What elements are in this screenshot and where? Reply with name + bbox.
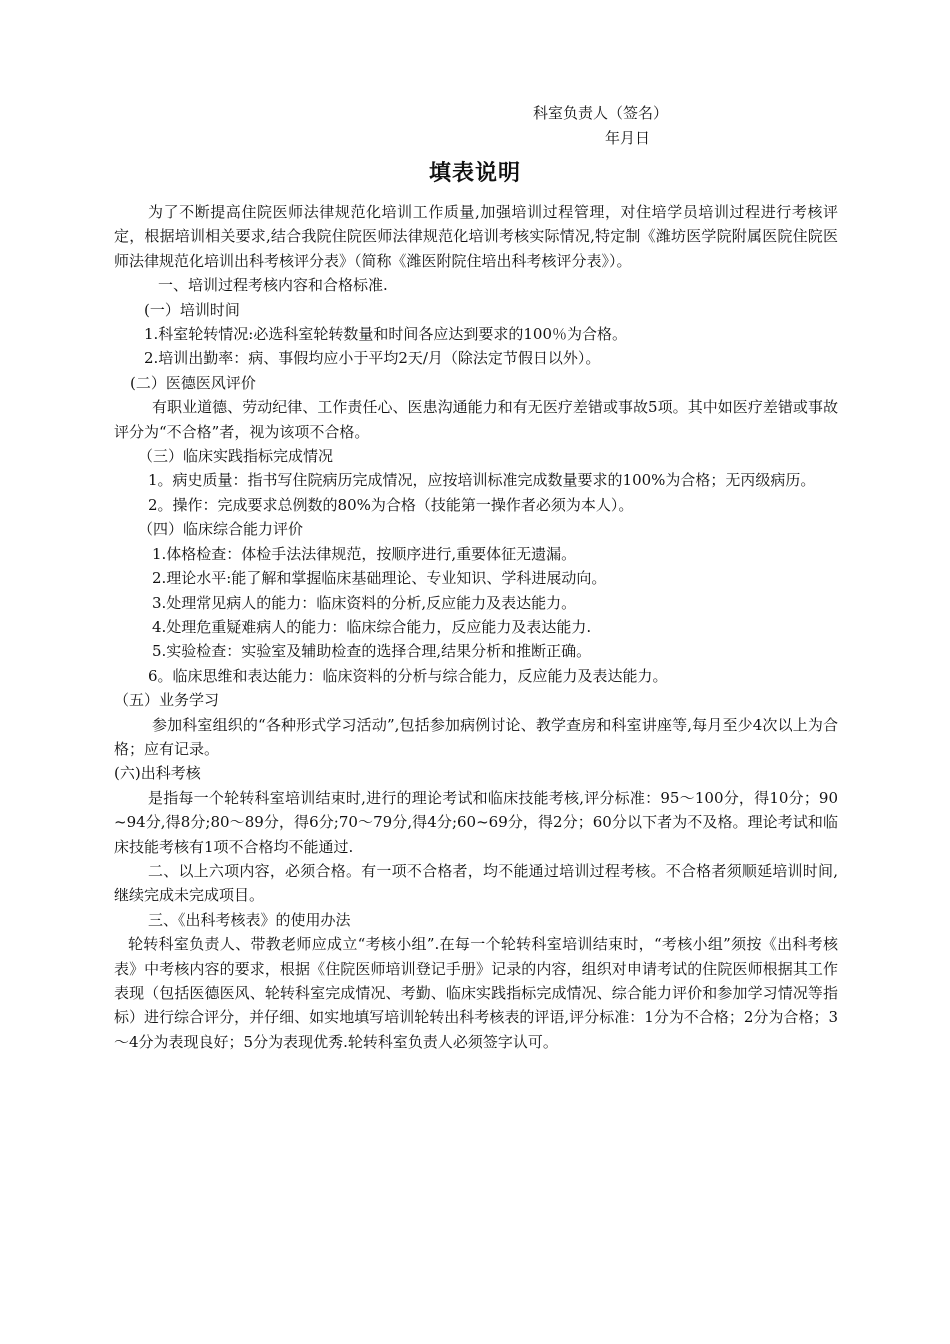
section1-heading: 一、培训过程考核内容和合格标准. xyxy=(158,276,388,295)
signature-date: 年月日 xyxy=(605,129,651,147)
section3-text: 轮转科室负责人、带教老师应成立“考核小组”.在每一个轮转科室培训结束时，“考核小组”须按《出科考核表》中考核内容的要求，根据《住院医师培训登记手册》记录的内容，组织对申请考试的住院医师根据其工作表现（包括医德医风、轮转科室完成情况、考勤、临床实践指标完成情况、综合能力评价和参加学习情况等指标）进行综合评分，并仔细、如实地填写培训轮转出科考核表的评语,评分标准：1分为不合格；2分为合格；3～4分为表现良好；5分为表现优秀.轮转科室负责人必须签字认可。 xyxy=(114,935,838,1051)
clinical-ability-item-3: 3.处理常见病人的能力：临床资料的分析,反应能力及表达能力。 xyxy=(152,593,577,612)
training-time-item-2: 2.培训出勤率：病、事假均应小于平均2天/月（除法定节假日以外）。 xyxy=(144,349,601,368)
clinical-practice-item-2: 2。操作：完成要求总例数的80%为合格（技能第一操作者必须为本人）。 xyxy=(148,495,634,514)
exit-exam-text: 是指每一个轮转科室培训结束时,进行的理论考试和临床技能考核,评分标准：95～100分，得10分；90~94分,得8分;80～89分，得6分;70～79分,得4分;60~69分，得2分；60分以下者为不及格。理论考试和临床技能考核有1项不合格均不能通过. xyxy=(114,788,838,856)
training-time-heading: (一）培训时间 xyxy=(144,300,240,319)
section3-heading: 三、《出科考核表》的使用办法 xyxy=(148,910,351,929)
training-time-item-1: 1.科室轮转情况:必选科室轮转数量和时间各应达到要求的100％为合格。 xyxy=(144,325,627,344)
clinical-ability-heading: （四）临床综合能力评价 xyxy=(138,520,304,539)
document-body xyxy=(114,200,838,1054)
exit-exam-heading: (六)出科考核 xyxy=(114,764,201,783)
study-text: 参加科室组织的“各种形式学习活动”,包括参加病例讨论、教学查房和科室讲座等,每月至少4次以上为合格；应有记录。 xyxy=(114,715,838,758)
clinical-ability-item-6: 6。临床思维和表达能力：临床资料的分析与综合能力，反应能力及表达能力。 xyxy=(148,666,668,685)
section2-paragraph: 二、以上六项内容，必须合格。有一项不合格者，均不能通过培训过程考核。不合格者须顺延培训时间,继续完成未完成项目。 xyxy=(114,861,838,905)
clinical-practice-item-1: 1。病史质量：指书写住院病历完成情况，应按培训标准完成数量要求的100%为合格；无丙级病历。 xyxy=(148,471,816,490)
ethics-text: 有职业道德、劳动纪律、工作责任心、医患沟通能力和有无医疗差错或事故5项。其中如医疗差错或事故评分为“不合格”者，视为该项不合格。 xyxy=(114,398,838,441)
ethics-heading: (二）医德医风评价 xyxy=(130,373,256,392)
clinical-ability-item-5: 5.实验检查：实验室及辅助检查的选择合理,结果分析和推断正确。 xyxy=(152,642,592,661)
clinical-ability-item-1: 1.体格检查：体检手法法律规范，按顺序进行,重要体征无遗漏。 xyxy=(152,544,577,563)
study-heading: （五）业务学习 xyxy=(114,691,220,710)
intro-paragraph: 为了不断提高住院医师法律规范化培训工作质量,加强培训过程管理，对住培学员培训过程进行考核评定，根据培训相关要求,结合我院住院医师法律规范化培训考核实际情况,特定制《潍坊医学院附属医院住院医师法律规范化培训出科考核评分表》（简称《潍医附院住培出科考核评分表》）。 xyxy=(114,203,838,270)
clinical-ability-item-4: 4.处理危重疑难病人的能力：临床综合能力，反应能力及表达能力. xyxy=(152,617,592,636)
clinical-practice-heading: （三）临床实践指标完成情况 xyxy=(138,447,334,466)
page-title: 填表说明 xyxy=(428,161,521,186)
signature-label: 科室负责人（签名） xyxy=(533,104,669,122)
clinical-ability-item-2: 2.理论水平:能了解和掌握临床基础理论、专业知识、学科进展动向。 xyxy=(152,569,607,588)
